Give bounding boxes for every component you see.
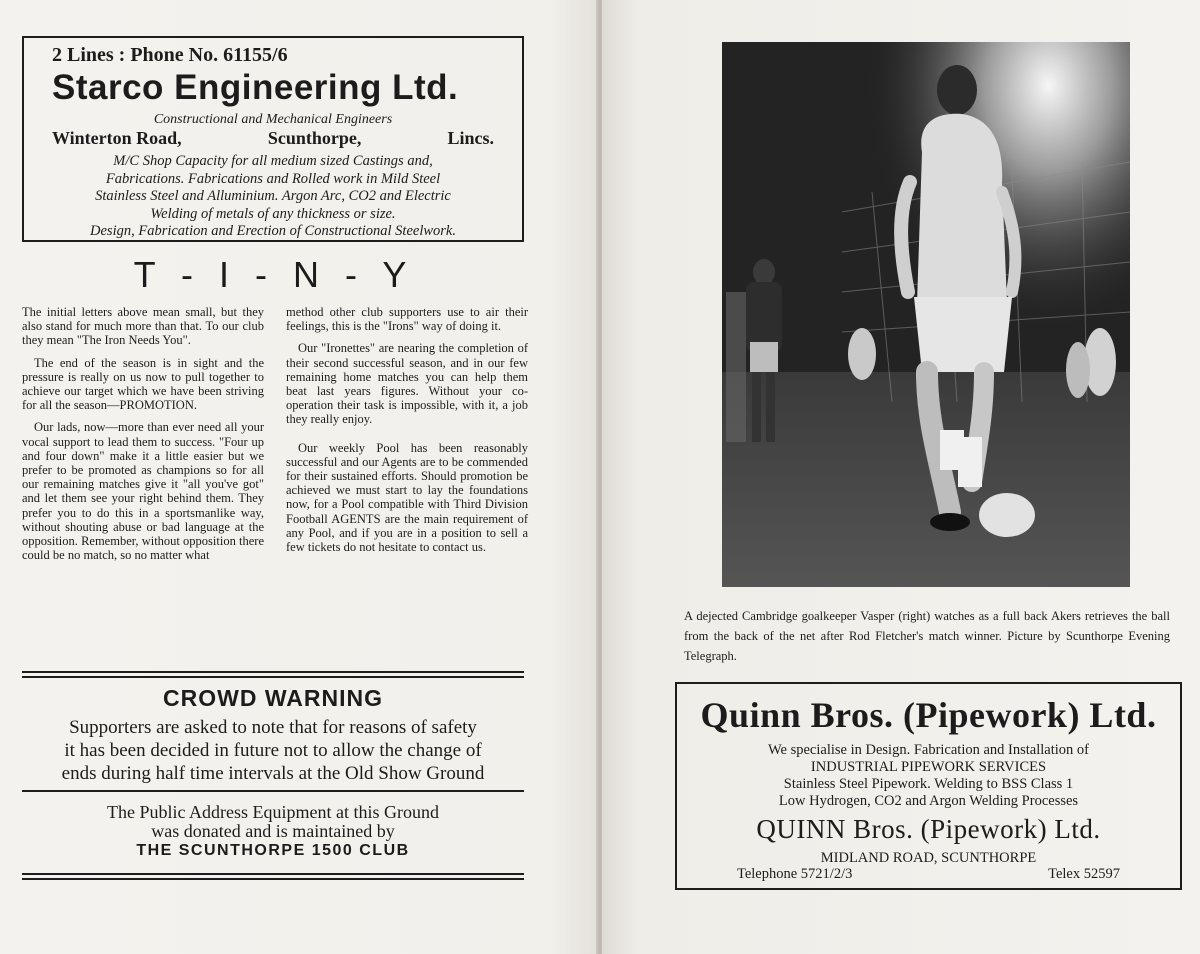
starco-phone: 2 Lines : Phone No. 61155/6 [52,44,288,66]
quinn-name-secondary: QUINN Bros. (Pipework) Ltd. [756,814,1101,844]
public-address-notice [22,803,524,860]
quinn-telephone: Telephone 5721/2/3 [737,866,853,882]
pa-club-name: THE SCUNTHORPE 1500 CLUB [136,842,410,859]
starco-address [52,128,494,149]
article-paragraph: Our weekly Pool has been reasonably successful and our Agents are to be commended for their sustained efforts. Should promotion be achieved we must start to lay the foundations now, for a Pool compatible with Third Division Football AGENTS are the main requirement of any Pool, and if you are in a position to sell a few tickets do not hesitate to contact us. [286,440,528,555]
photo-caption: A dejected Cambridge goalkeeper Vasper (right) watches as a full back Akers retrieves the ball from the back of the net after Rod Fletcher's match winner. Picture by Scunthorpe Evening Telegraph. [684,609,1170,663]
starco-address-town: Scunthorpe, [267,128,362,148]
goalkeeper-photo-image [722,42,1130,587]
starco-name: Starco Engineering Ltd. [52,68,459,107]
divider [22,676,524,678]
article-paragraph: Our lads, now—more than ever need all your vocal support to lead them to success. "Four up and four down" make it a little easier but we prefer to be promoted as champions so for all our remaining matches give it "all you've got" and let them see your right behind them. They prefer you to do this in a sportsmanlike way, without shouting abuse or bad language at the opposition. Remember, without opposition there could be no match, so no matter what [22,420,264,563]
starco-address-road: Winterton Road, [52,128,182,148]
quinn-name: Quinn Bros. (Pipework) Ltd. [700,695,1157,735]
crowd-warning-title: CROWD WARNING [163,685,383,711]
article-paragraph: Our "Ironettes" are nearing the completion of their second successful season, and in our few remaining home matches you can help them beat last years figures. Without your co-operation their task is impossible, with it, a job they really enjoy. [286,341,528,427]
quinn-address: MIDLAND ROAD, SCUNTHORPE [820,850,1037,866]
pa-line: was donated and is maintained by [151,821,395,841]
starco-advert [22,36,524,242]
starco-desc-line: Stainless Steel and Alluminium. Argon Arc, CO2 and Electric [95,188,451,204]
quinn-contact [737,866,1120,883]
right-page [602,0,1200,954]
article-column-2 [286,305,528,562]
article-column-1 [22,305,264,570]
starco-subtitle: Constructional and Mechanical Engineers [153,112,393,127]
quinn-advert [675,682,1182,890]
divider [22,671,524,673]
crowd-warning-line: ends during half time intervals at the Old Show Ground [61,763,485,784]
quinn-line: Stainless Steel Pipework. Welding to BSS Class 1 [783,776,1074,792]
starco-address-county: Lincs. [447,128,494,148]
quinn-line: INDUSTRIAL PIPEWORK SERVICES [810,759,1047,775]
starco-desc-line: Design, Fabrication and Erection of Constructional Steelwork. [90,223,456,239]
article-paragraph: The initial letters above mean small, but they also stand for much more than that. To our club they mean "The Iron Needs You". [22,305,264,348]
match-photo [722,42,1130,587]
divider [22,878,524,880]
starco-description [24,153,522,241]
tiny-heading: T - I - N - Y [133,254,415,295]
crowd-warning-text [18,716,528,785]
divider [22,873,524,875]
left-page [0,0,598,954]
crowd-warning-line: it has been decided in future not to allow the change of [64,740,482,761]
article-paragraph: The end of the season is in sight and the pressure is really on us now to pull together to achieve our target which we have been striving for all the season—PROMOTION. [22,355,264,413]
pa-line: The Public Address Equipment at this Ground [107,802,439,822]
crowd-warning-line: Supporters are asked to note that for reasons of safety [69,717,477,738]
quinn-line: We specialise in Design. Fabrication and Installation of [768,742,1089,758]
starco-desc-line: Welding of metals of any thickness or size. [150,205,396,222]
starco-desc-line: Fabrications. Fabrications and Rolled work in Mild Steel [105,170,441,187]
quinn-line: Low Hydrogen, CO2 and Argon Welding Processes [778,793,1079,809]
divider [22,790,524,792]
quinn-telex: Telex 52597 [1048,866,1120,882]
article-paragraph: method other club supporters use to air their feelings, this is the "Irons" way of doing it. [286,305,528,334]
starco-desc-line: M/C Shop Capacity for all medium sized Castings and, [113,153,433,169]
